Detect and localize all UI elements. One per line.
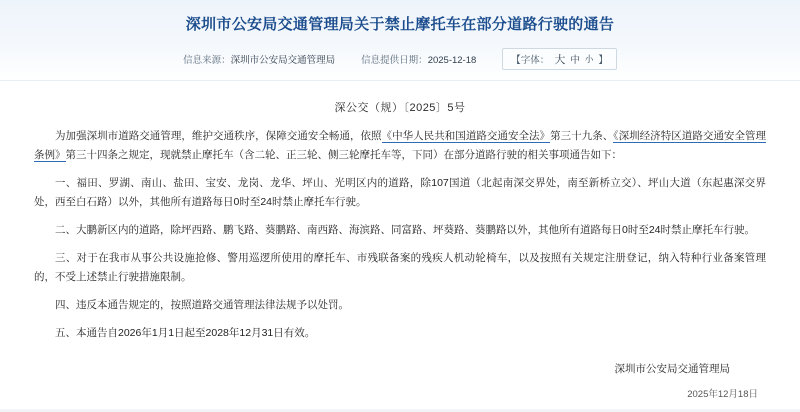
meta-date: [361, 52, 476, 66]
document-header: [0, 0, 800, 81]
intro-text-1: 为加强深圳市道路交通管理，维护交通秩序，保障交通安全畅通，依照: [55, 130, 382, 142]
law-reference-2[interactable]: 《深圳经济特区道路交通安全管理条例》: [34, 130, 767, 161]
law-reference-1[interactable]: 《中华人民共和国道路交通安全法》: [381, 130, 551, 142]
font-size-large-button[interactable]: 大: [554, 54, 566, 66]
clause-item-3: 三、对于在我市从事公共设施抢修、警用巡逻所使用的摩托车、市残联备案的残疾人机动轮椅车，以及按照有关规定注册登记，纳入特种行业备案管理的，不受上述禁止行驶措施限制。: [34, 252, 766, 283]
document-meta-row: [20, 48, 780, 70]
meta-source-value: 深圳市公安局交通管理局: [230, 55, 336, 66]
intro-text-3: 第三十四条之规定，现就禁止摩托车（含二轮、正三轮、侧三轮摩托车等，下同）在部分道路行驶的相关事项通告如下：: [65, 149, 622, 161]
font-size-small-button[interactable]: 小: [584, 54, 594, 64]
document-number: 深公交（规）〔2025〕5号: [334, 102, 466, 114]
issue-date: 2025年12月18日: [687, 389, 758, 400]
clause-item-2: 二、大鹏新区内的道路，除坪西路、鹏飞路、葵鹏路、南西路、海滨路、同富路、坪葵路、葵鹏路以外，其他所有道路每日0时至24时禁止摩托车行驶。: [55, 224, 756, 236]
intro-text-2: 第三十九条、: [550, 130, 614, 142]
document-body: [0, 81, 800, 400]
intro-paragraph: [34, 127, 766, 165]
clause-item-5: 五、本通告自2026年1月1日起至2028年12月31日有效。: [55, 327, 316, 339]
font-size-close-bracket: 】: [598, 55, 608, 66]
clause-item-4: 四、违反本通告规定的，按照道路交通管理法律法规予以处罚。: [55, 299, 349, 311]
font-size-label: 【字体：: [511, 55, 550, 66]
page-title: 深圳市公安局交通管理局关于禁止摩托车在部分道路行驶的通告: [185, 16, 615, 33]
font-size-control[interactable]: [502, 48, 617, 70]
meta-source-label: 信息来源：: [183, 55, 231, 66]
font-size-medium-button[interactable]: 中: [570, 55, 580, 66]
meta-source: [183, 52, 335, 66]
meta-date-label: 信息提供日期：: [361, 55, 428, 66]
issuer-signature: 深圳市公安局交通管理局: [614, 363, 730, 375]
meta-date-value: 2025-12-18: [427, 55, 477, 66]
clause-item-1: 一、福田、罗湖、南山、盐田、宝安、龙岗、龙华、坪山、光明区内的道路，除107国道（北起南深交界处，南至新桥立交）、坪山大道（东起惠深交界处，西至白石路）以外，其他所有道路每日0时至24时禁止摩托车行驶。: [34, 177, 766, 208]
